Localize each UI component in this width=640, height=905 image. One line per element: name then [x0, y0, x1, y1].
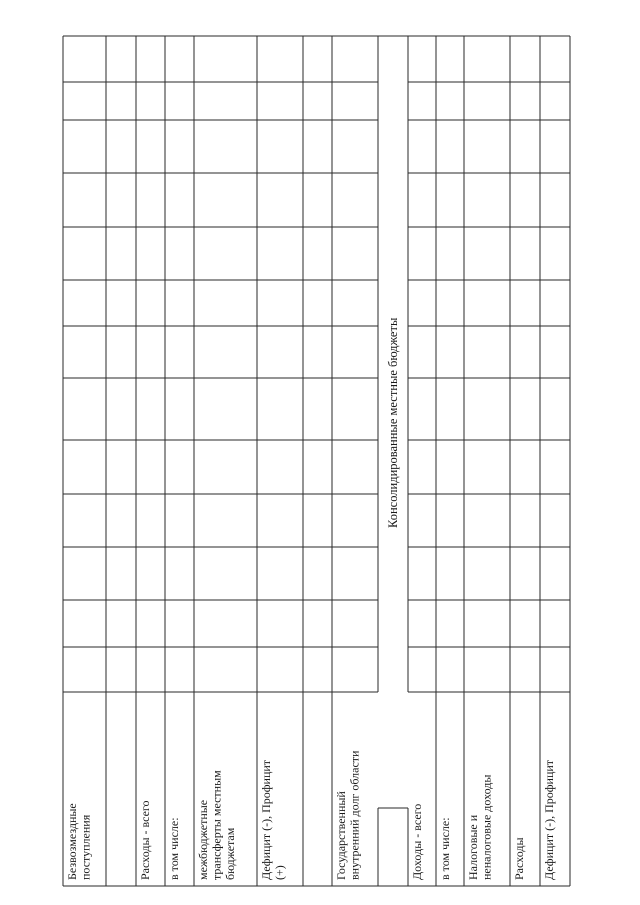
- row-label-line: межбюджетные: [196, 799, 210, 880]
- row-label-line: поступления: [78, 814, 93, 880]
- row-label: [334, 750, 362, 880]
- section-row-label-line: неналоговые доходы: [479, 774, 494, 880]
- section-row-label-line: Доходы - всего: [410, 803, 424, 880]
- row-label: [65, 803, 93, 880]
- section-row-label-line: в том числе:: [438, 817, 452, 880]
- section-row-label: [438, 817, 452, 880]
- row-label: [196, 770, 237, 880]
- row-label: [259, 759, 287, 880]
- row-label: [138, 800, 152, 880]
- row-label-line: внутренний долг области: [347, 750, 362, 880]
- table-grid: [63, 36, 570, 886]
- section-row-label-line: Дефицит (-), Профицит: [542, 759, 556, 880]
- section-row-label: [466, 775, 494, 880]
- row-labels: [65, 317, 556, 880]
- section-row-label: [542, 759, 556, 880]
- row-label-line: (+): [272, 865, 287, 880]
- section-row-label-line: Налоговые и: [466, 814, 480, 880]
- row-label-line: в том числе:: [167, 817, 181, 880]
- section-row-label: [512, 837, 526, 880]
- section-row-label-line: Расходы: [512, 837, 526, 880]
- row-label: [167, 817, 181, 880]
- section-title: Консолидированные местные бюджеты: [386, 317, 400, 528]
- row-label-line: Дефицит (-), Профицит: [259, 759, 273, 880]
- section-row-label: [410, 804, 424, 880]
- row-label-line: Государственный: [334, 791, 348, 880]
- row-label-line: трансферты местным: [209, 770, 224, 880]
- row-label-line: бюджетам: [223, 827, 237, 880]
- row-label-line: Безвозмездные: [65, 803, 79, 880]
- row-label-line: Расходы - всего: [138, 800, 152, 880]
